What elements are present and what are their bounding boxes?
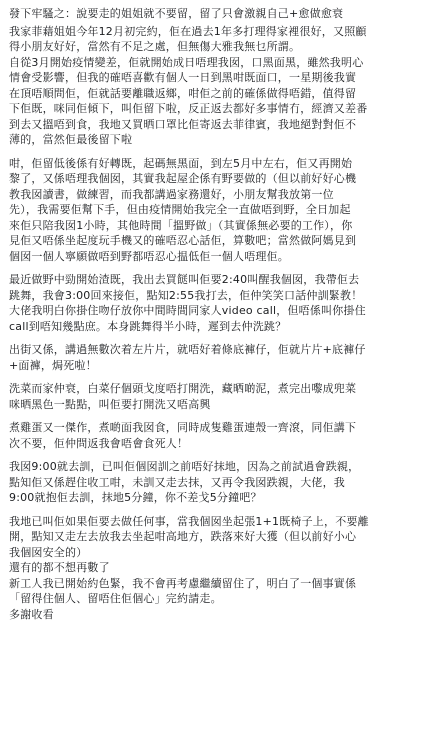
text-line: 來佢只陪我囡1小時，其他時間「搵野做」（其實係無必要的工作），你 <box>9 218 353 232</box>
text-line: 黎了，又係唔理我個囡，其實我起屋企係有野要做的（但以前好好心機 <box>9 172 357 185</box>
text-line: 還有的都不想再數了 <box>9 561 110 574</box>
text-line: 薄的，當然佢最後留下啦 <box>9 133 133 146</box>
text-line: 我囡9:00就去訓，已叫佢個囡訓之前唔好抹地，因為之前試過會跌親， <box>9 460 360 473</box>
paragraph-vegetables <box>9 381 440 412</box>
text-line: 新工人我已開始約色緊，我不會再考慮繼續留住了，明白了一個事實係 <box>9 576 357 590</box>
text-line: 最近做野中勁開始渣既，我出去買餸叫佢要2:40叫醒我個囡，我帶佢去 <box>9 273 360 286</box>
text-line: 到去又搵唔到食，我地又買晒口罩比佢寄返去菲律賓，我地絕對對佢不 <box>9 117 357 131</box>
text-line: 次不要，佢仲問返我會唔會食死人！ <box>9 436 189 450</box>
text-line: 「留得住個人、留唔住佢個心」完約請走。 <box>9 592 222 605</box>
text-line: 個囡一個人寧願做唔到野都唔忍心揾低佢一個人唔理佢。 <box>9 249 289 263</box>
text-line: 自從3月開始疫情變差，佢就開始成日唔理我囡，口黑面黑，雖然我明心 <box>9 55 364 69</box>
paragraph-dance <box>9 272 440 334</box>
text-line: 我個囡安全的） <box>9 545 88 559</box>
text-line: 教我囡讀書，做練習，而我都講過家務還好，小朋友幫我放第一位 <box>9 187 334 201</box>
post-heading <box>9 6 440 22</box>
paragraph-egg <box>9 420 440 451</box>
text-line: 我家菲藉姐姐今年12月初完約，佢在過去1年多打理得家裡很好，又照顧 <box>9 24 367 38</box>
text-line: 咁，佢留低後係有好轉既，起碼無黑面，到左5月中左右，佢又再開始 <box>9 156 353 170</box>
text-line: 先），我需要佢幫下手，但由疫情開始我完全一直做唔到野，全日加起 <box>9 203 351 216</box>
paragraph-clothes <box>9 342 440 373</box>
text-line: +面褲，焗死啦！ <box>9 358 97 372</box>
text-line: 出街又係，講過無數次着左片片，就唔好着條底褲仔，佢就片片+底褲仔 <box>9 343 366 356</box>
text-line: 開，點知又走左去放我去坐起咁高地方，跌落來好大獲（但以前好小心 <box>9 530 357 543</box>
text-line: 多謝收看 <box>9 607 54 621</box>
text-line: 點知佢又係趕住收工咁，未訓又走去抹，又再令我囡跌親，大佬，我 <box>9 475 345 489</box>
text-line: 跳舞，我會3:00回來接佢，點知2:55我打去，佢仲笑笑口話仲訓緊教！ <box>9 288 363 302</box>
text-line: call到唔知幾點庶。本身跳舞得半小時，遲到去仲洗跳？ <box>9 319 287 333</box>
paragraph-may <box>9 156 440 265</box>
text-line: 下佢既，咪同佢傾下，叫佢留下啦，反正返去都好多事情冇，經濟又差番 <box>9 102 368 115</box>
text-line: 咪晒黑色一點點，叫佢要打開洗又唔高興 <box>9 397 211 411</box>
paragraph-floor <box>9 459 440 506</box>
text-line: 煮雞蛋又一傑作，煮啲面我囡食，同時成隻雞蛋連殼一齊滾，同佢講下 <box>9 421 357 434</box>
text-line: 情會受影響，但我的確唔喜歡有個人一日到黑咁既面口，一星期後我實 <box>9 71 357 84</box>
text-line: 在頂唔順問佢，佢就話要離職返鄉，咁佢之前的確係做得唔錯，值得留 <box>9 86 357 100</box>
paragraph-intro <box>9 24 440 148</box>
text-line: 得小朋友好好，當然有不足之處，但無傷大雅我無乜所謂。 <box>9 40 301 53</box>
text-line: 洗菜而家仲衰，白菜仔個頭戈度唔打開洗，藏晒啲泥，煮完出嚟成兜菜 <box>9 382 357 395</box>
paragraph-closing <box>9 514 440 623</box>
text-line: 發下牢騷之：說要走的姐姐就不要留，留了只會激親自己+愈做愈衰 <box>9 7 344 20</box>
text-line: 大佬我明白你掛住吻仔放你中間時間同家人video call，但唔係叫你掛住 <box>9 304 366 317</box>
text-line: 9:00就抱佢去訓，抹地5分鐘，你不差戈5分鐘吧？ <box>9 491 262 504</box>
text-line: 我地已叫佢如果佢要去做任何事，當我個囡坐起張1+1既椅子上，不要離 <box>9 514 369 528</box>
text-line: 見佢又唔係坐起度玩手機又的確唔忍心話佢，算數吧；當然做阿媽見到 <box>9 234 357 247</box>
